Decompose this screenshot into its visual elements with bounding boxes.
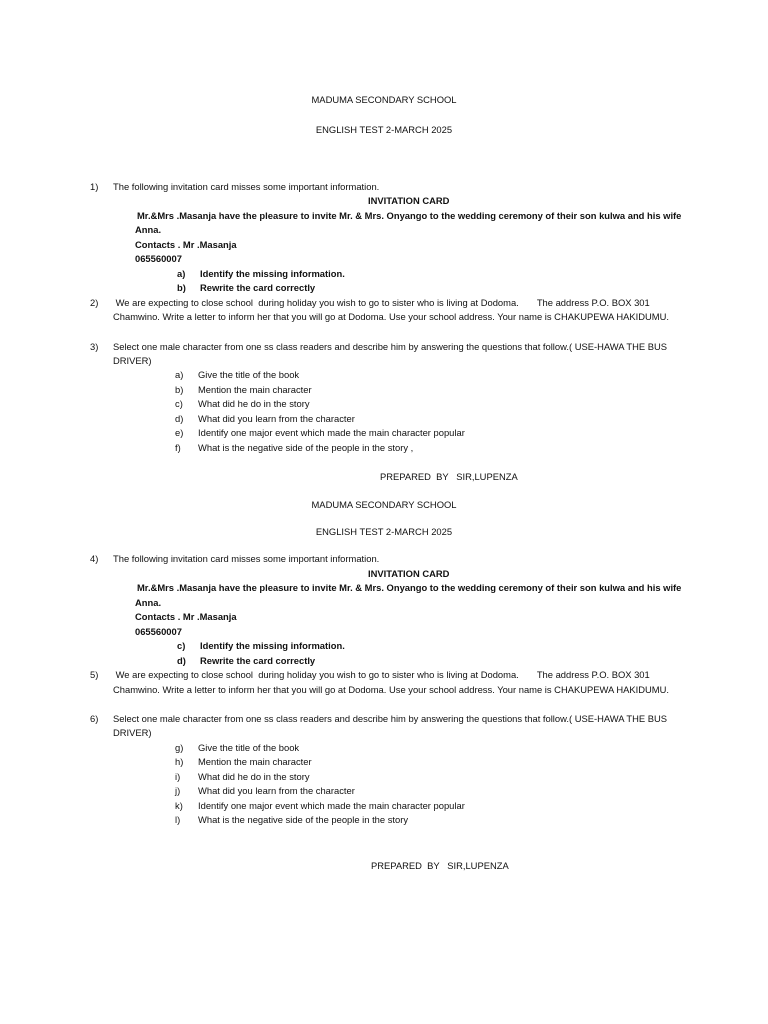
card-line: Anna. bbox=[135, 224, 162, 235]
card-title: INVITATION CARD bbox=[368, 568, 450, 579]
item-text: What is the negative side of the people in the story bbox=[198, 814, 409, 825]
card-line: Anna. bbox=[135, 597, 162, 608]
test-title: ENGLISH TEST 2-MARCH 2025 bbox=[315, 526, 453, 537]
item-text: What did he do in the story bbox=[198, 398, 310, 409]
question-number: 4) bbox=[90, 553, 99, 564]
item-letter: f) bbox=[175, 442, 181, 453]
card-phone: 065560007 bbox=[135, 253, 182, 264]
card-line: Mr.&Mrs .Masanja have the pleasure to invite Mr. & Mrs. Onyango to the wedding ceremony of their son kulwa and his wife bbox=[137, 582, 682, 593]
question-number: 3) bbox=[90, 341, 99, 352]
question-text: We are expecting to close school during holiday you wish to go to sister who is living at Dodoma. The address P.O. BOX 301 bbox=[113, 297, 650, 308]
card-contacts: Contacts . Mr .Masanja bbox=[135, 611, 237, 622]
item-letter: l) bbox=[175, 814, 181, 825]
question-number: 6) bbox=[90, 713, 99, 724]
item-letter: b) bbox=[175, 384, 184, 395]
item-letter: i) bbox=[175, 771, 181, 782]
card-contacts: Contacts . Mr .Masanja bbox=[135, 239, 237, 250]
question-text: DRIVER) bbox=[113, 727, 152, 738]
item-text: Identify one major event which made the main character popular bbox=[198, 800, 465, 811]
item-letter: k) bbox=[175, 800, 183, 811]
test-title: ENGLISH TEST 2-MARCH 2025 bbox=[315, 124, 453, 135]
task-letter: a) bbox=[177, 268, 186, 279]
school-name: MADUMA SECONDARY SCHOOL bbox=[311, 499, 457, 510]
card-phone: 065560007 bbox=[135, 626, 182, 637]
item-letter: e) bbox=[175, 427, 184, 438]
question-number: 2) bbox=[90, 297, 99, 308]
question-text: DRIVER) bbox=[113, 355, 152, 366]
question-text: Chamwino. Write a letter to inform her that you will go at Dodoma. Use your school address. Your name is CHAKUPEWA HAKIDUMU. bbox=[113, 684, 669, 695]
question-number: 1) bbox=[90, 181, 99, 192]
item-text: Give the title of the book bbox=[198, 742, 300, 753]
task-letter: b) bbox=[177, 282, 186, 293]
item-text: Mention the main character bbox=[198, 756, 312, 767]
task-text: Identify the missing information. bbox=[200, 268, 345, 279]
card-line: Mr.&Mrs .Masanja have the pleasure to invite Mr. & Mrs. Onyango to the wedding ceremony of their son kulwa and his wife bbox=[137, 210, 682, 221]
item-text: Mention the main character bbox=[198, 384, 312, 395]
card-title: INVITATION CARD bbox=[368, 195, 450, 206]
item-letter: c) bbox=[175, 398, 183, 409]
task-text: Identify the missing information. bbox=[200, 640, 345, 651]
question-text: Chamwino. Write a letter to inform her that you will go at Dodoma. Use your school address. Your name is CHAKUPEWA HAKIDUMU. bbox=[113, 311, 669, 322]
question-text: The following invitation card misses some important information. bbox=[113, 181, 380, 192]
item-text: Identify one major event which made the main character popular bbox=[198, 427, 465, 438]
item-text: What did you learn from the character bbox=[198, 785, 355, 796]
prepared-by: PREPARED BY SIR,LUPENZA bbox=[371, 860, 509, 871]
question-text: The following invitation card misses some important information. bbox=[113, 553, 380, 564]
item-letter: d) bbox=[175, 413, 184, 424]
task-letter: c) bbox=[177, 640, 186, 651]
prepared-by: PREPARED BY SIR,LUPENZA bbox=[380, 471, 518, 482]
question-number: 5) bbox=[90, 669, 99, 680]
task-letter: d) bbox=[177, 655, 186, 666]
item-letter: h) bbox=[175, 756, 184, 767]
item-text: What did you learn from the character bbox=[198, 413, 355, 424]
item-text: What is the negative side of the people in the story , bbox=[198, 442, 414, 453]
item-text: What did he do in the story bbox=[198, 771, 310, 782]
question-text: We are expecting to close school during holiday you wish to go to sister who is living at Dodoma. The address P.O. BOX 301 bbox=[113, 669, 650, 680]
item-text: Give the title of the book bbox=[198, 369, 300, 380]
question-text: Select one male character from one ss class readers and describe him by answering the questions that follow.( USE-HAWA THE BUS bbox=[113, 341, 668, 352]
item-letter: a) bbox=[175, 369, 184, 380]
task-text: Rewrite the card correctly bbox=[200, 282, 316, 293]
task-text: Rewrite the card correctly bbox=[200, 655, 316, 666]
school-name: MADUMA SECONDARY SCHOOL bbox=[311, 94, 457, 105]
item-letter: g) bbox=[175, 742, 184, 753]
item-letter: j) bbox=[175, 785, 181, 796]
question-text: Select one male character from one ss class readers and describe him by answering the questions that follow.( USE-HAWA THE BUS bbox=[113, 713, 668, 724]
